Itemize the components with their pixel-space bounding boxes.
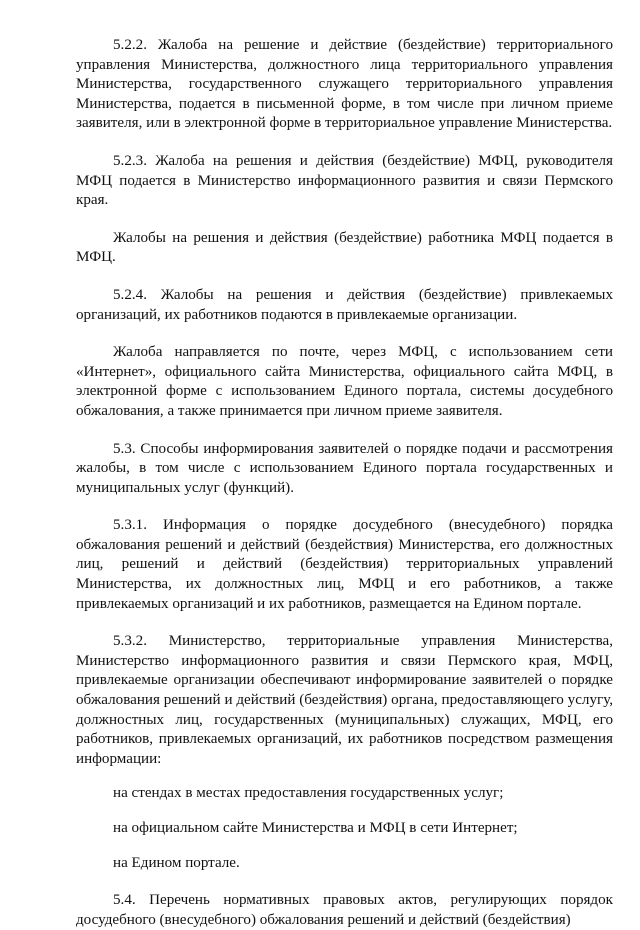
paragraph-5-4: 5.4. Перечень нормативных правовых актов, регулирующих порядок досудебного (внесудебного) обжалования решений и действий (бездействия) (76, 892, 613, 928)
paragraph-5-2-2: 5.2.2. Жалоба на решение и действие (бездействие) территориального управления Министерства, должностного лица территориального управления Министерства, государственного служащего территориального управления Министерства, подается в письменной форме, в том числе при личном приеме заявителя, или в электронной форме в территориальное управление Министерства. (76, 37, 613, 132)
paragraph-mfc-worker-complaints: Жалобы на решения и действия (бездействие) работника МФЦ подается в МФЦ. (76, 229, 613, 266)
paragraph-5-2-3: 5.2.3. Жалоба на решения и действия (бездействие) МФЦ, руководителя МФЦ подается в Министерство информационного развития и связи Пермского края. (76, 152, 613, 209)
paragraph-5-3: 5.3. Способы информирования заявителей о порядке подачи и рассмотрения жалобы, в том числе с использованием Единого портала государственных и муниципальных услуг (функций). (76, 440, 613, 496)
paragraph-5-3-1: 5.3.1. Информация о порядке досудебного (внесудебного) порядка обжалования решений и действий (бездействия) Министерства, его должностных лиц, решений и действий (бездействия) территориальных управлений Министерства, их должностных лиц, МФЦ и его работников, а также привлекаемых организаций и их работников, размещается на Едином портале. (76, 517, 613, 612)
list-item-stands: на стендах в местах предоставления государственных услуг; (113, 785, 504, 802)
list-item-unified-portal: на Едином портале. (113, 854, 240, 871)
document-page (76, 36, 613, 930)
paragraph-5-3-2: 5.3.2. Министерство, территориальные управления Министерства, Министерство информационного развития и связи Пермского края, МФЦ, привлекаемые организации обеспечивают информирование заявителей о порядке обжалования решений и действий (бездействия) органа, предоставляющего услугу, должностных лиц, государственных (муниципальных) служащих, МФЦ, его работников, привлекаемых организаций, их работников посредством размещения информации: (76, 633, 613, 767)
paragraph-5-2-4: 5.2.4. Жалобы на решения и действия (бездействие) привлекаемых организаций, их работников подаются в привлекаемые организации. (76, 286, 613, 323)
paragraph-complaint-channels: Жалоба направляется по почте, через МФЦ, с использованием сети «Интернет», официального сайта Министерства, официального сайта МФЦ, в электронной форме с использованием Единого портала, системы досудебного обжалования, а также принимается при личном приеме заявителя. (76, 344, 613, 419)
list-item-official-site: на официальном сайте Министерства и МФЦ в сети Интернет; (113, 820, 518, 836)
